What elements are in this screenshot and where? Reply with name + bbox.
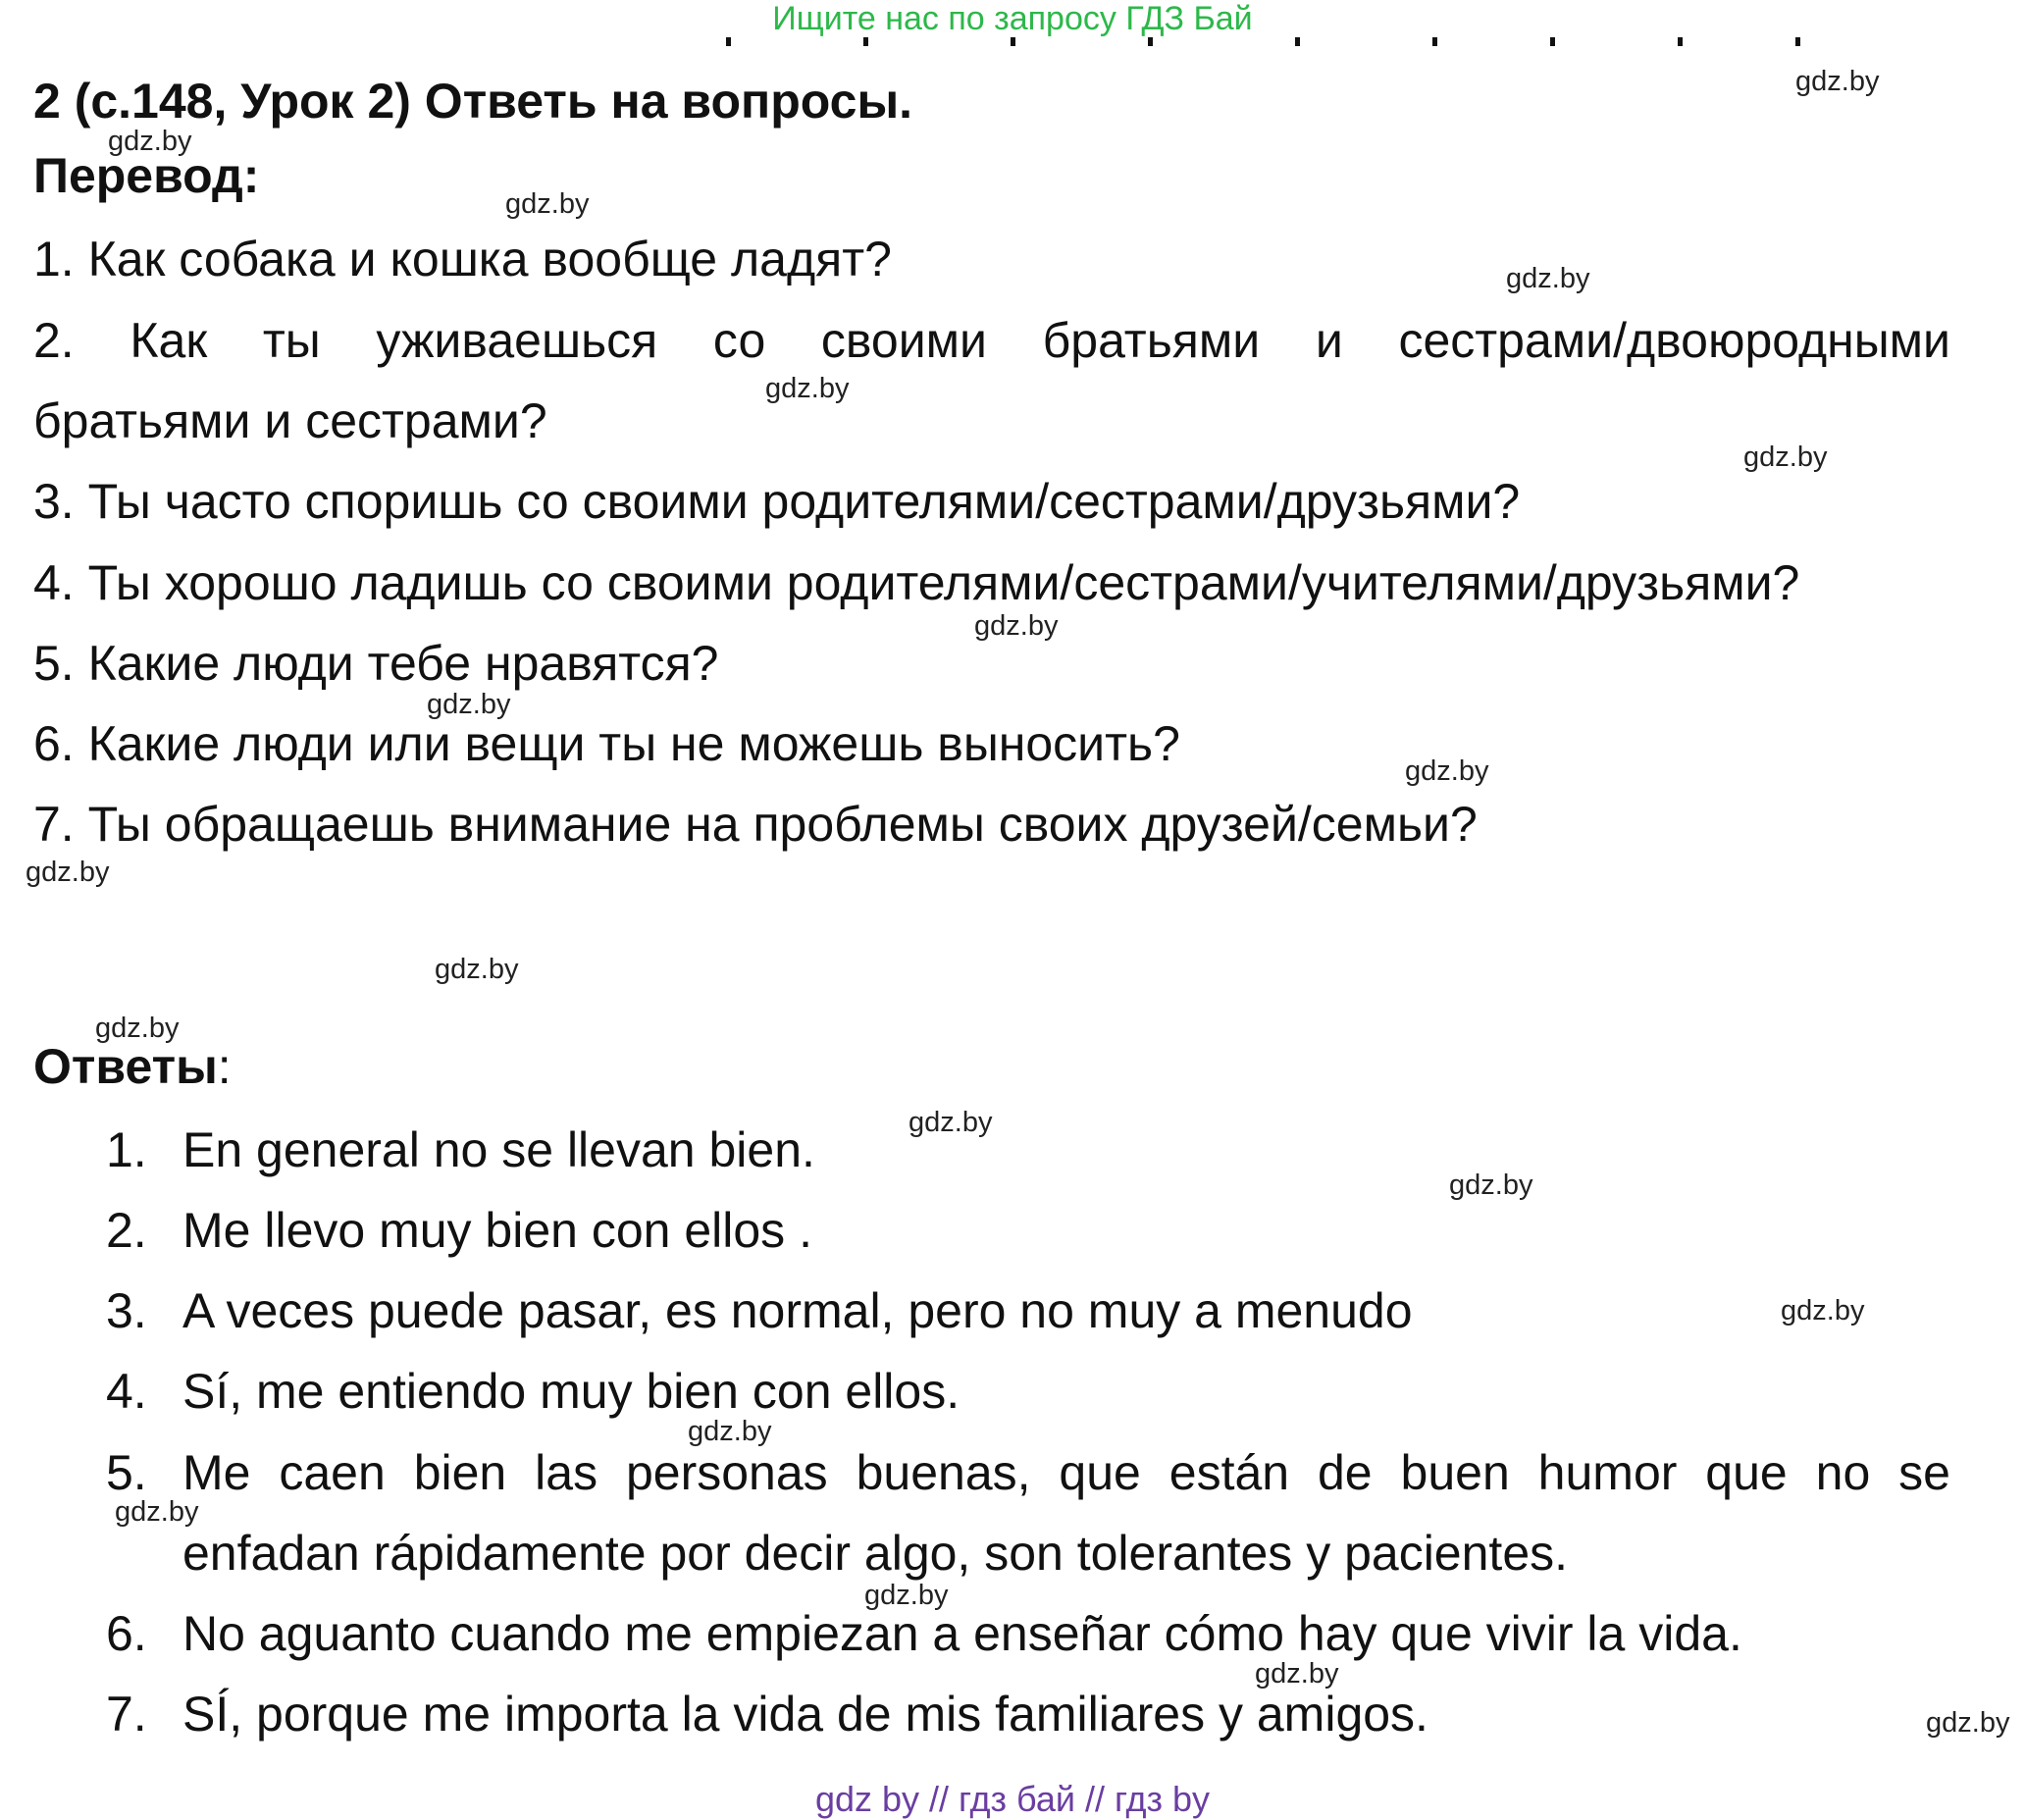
watermark: gdz.by [95,1013,180,1044]
answer-7-number: 7. [106,1687,147,1742]
answer-2-text: Me llevo muy bien con ellos . [182,1203,812,1258]
watermark: gdz.by [688,1416,772,1447]
answer-6-text: No aguanto cuando me empiezan a enseñar cómo hay que vivir la vida. [182,1606,1742,1661]
answer-1-text: En general no se llevan bien. [182,1122,815,1177]
watermark: gdz.by [765,373,850,404]
watermark: gdz.by [505,188,590,220]
watermark: gdz.by [1255,1658,1339,1690]
exercise-title: 2 (с.148, Урок 2) Ответь на вопросы. [33,74,913,129]
watermark: gdz.by [115,1496,199,1528]
watermark: gdz.by [1405,755,1489,787]
answers-heading [33,1038,232,1095]
watermark: gdz.by [108,126,192,157]
answer-5-number: 5. [106,1445,147,1500]
translation-question-6: 6. Какие люди или вещи ты не можешь выносить? [33,716,1180,771]
translation-heading: Перевод: [33,148,260,203]
watermark: gdz.by [435,954,519,985]
translation-question-2-line-2: братьями и сестрами? [33,393,547,448]
translation-question-7: 7. Ты обращаешь внимание на проблемы своих друзей/семьи? [33,797,1478,852]
translation-question-3: 3. Ты часто споришь со своими родителями/сестрами/друзьями? [33,474,1521,529]
answer-2-number: 2. [106,1203,147,1258]
watermark: gdz.by [974,610,1059,642]
watermark: gdz.by [1506,263,1590,294]
answers-heading-colon: : [217,1039,232,1094]
cut-off-text-fragments [687,37,1844,47]
watermark: gdz.by [1795,66,1880,97]
watermark: gdz.by [427,689,511,720]
answer-5-text-line-2: enfadan rápidamente por decir algo, son tolerantes y pacientes. [182,1526,1569,1581]
watermark: gdz.by [1781,1295,1865,1326]
translation-question-2-line-1: 2. Как ты уживаешься со своими братьями и сестрами/двоюродными [33,313,1950,368]
translation-question-4: 4. Ты хорошо ладишь со своими родителями/сестрами/учителями/друзьями? [33,555,1800,610]
answer-5-text-line-1: Me caen bien las personas buenas, que están de buen humor que no se [182,1445,1950,1500]
watermark: gdz.by [1743,442,1828,473]
answer-1-number: 1. [106,1122,147,1177]
answers-heading-label: Ответы [33,1039,218,1094]
top-banner: Ищите нас по запросу ГДЗ Бай [772,0,1253,37]
watermark: gdz.by [1449,1170,1533,1201]
watermark: gdz.by [909,1107,993,1138]
footer-watermark: gdz by // гдз бай // гдз by [814,1779,1211,1819]
answer-4-text: Sí, me entiendo muy bien con ellos. [182,1364,961,1419]
translation-question-5: 5. Какие люди тебе нравятся? [33,636,719,691]
watermark: gdz.by [1926,1707,2010,1739]
watermark: gdz.by [864,1580,949,1611]
watermark: gdz.by [26,857,110,888]
answer-7-text: SÍ, porque me importa la vida de mis familiares y amigos. [182,1687,1428,1742]
answer-4-number: 4. [106,1364,147,1419]
answer-3-text: A veces puede pasar, es normal, pero no muy a menudo [182,1283,1413,1338]
answer-3-number: 3. [106,1283,147,1338]
translation-question-1: 1. Как собака и кошка вообще ладят? [33,232,892,286]
answer-6-number: 6. [106,1606,147,1661]
